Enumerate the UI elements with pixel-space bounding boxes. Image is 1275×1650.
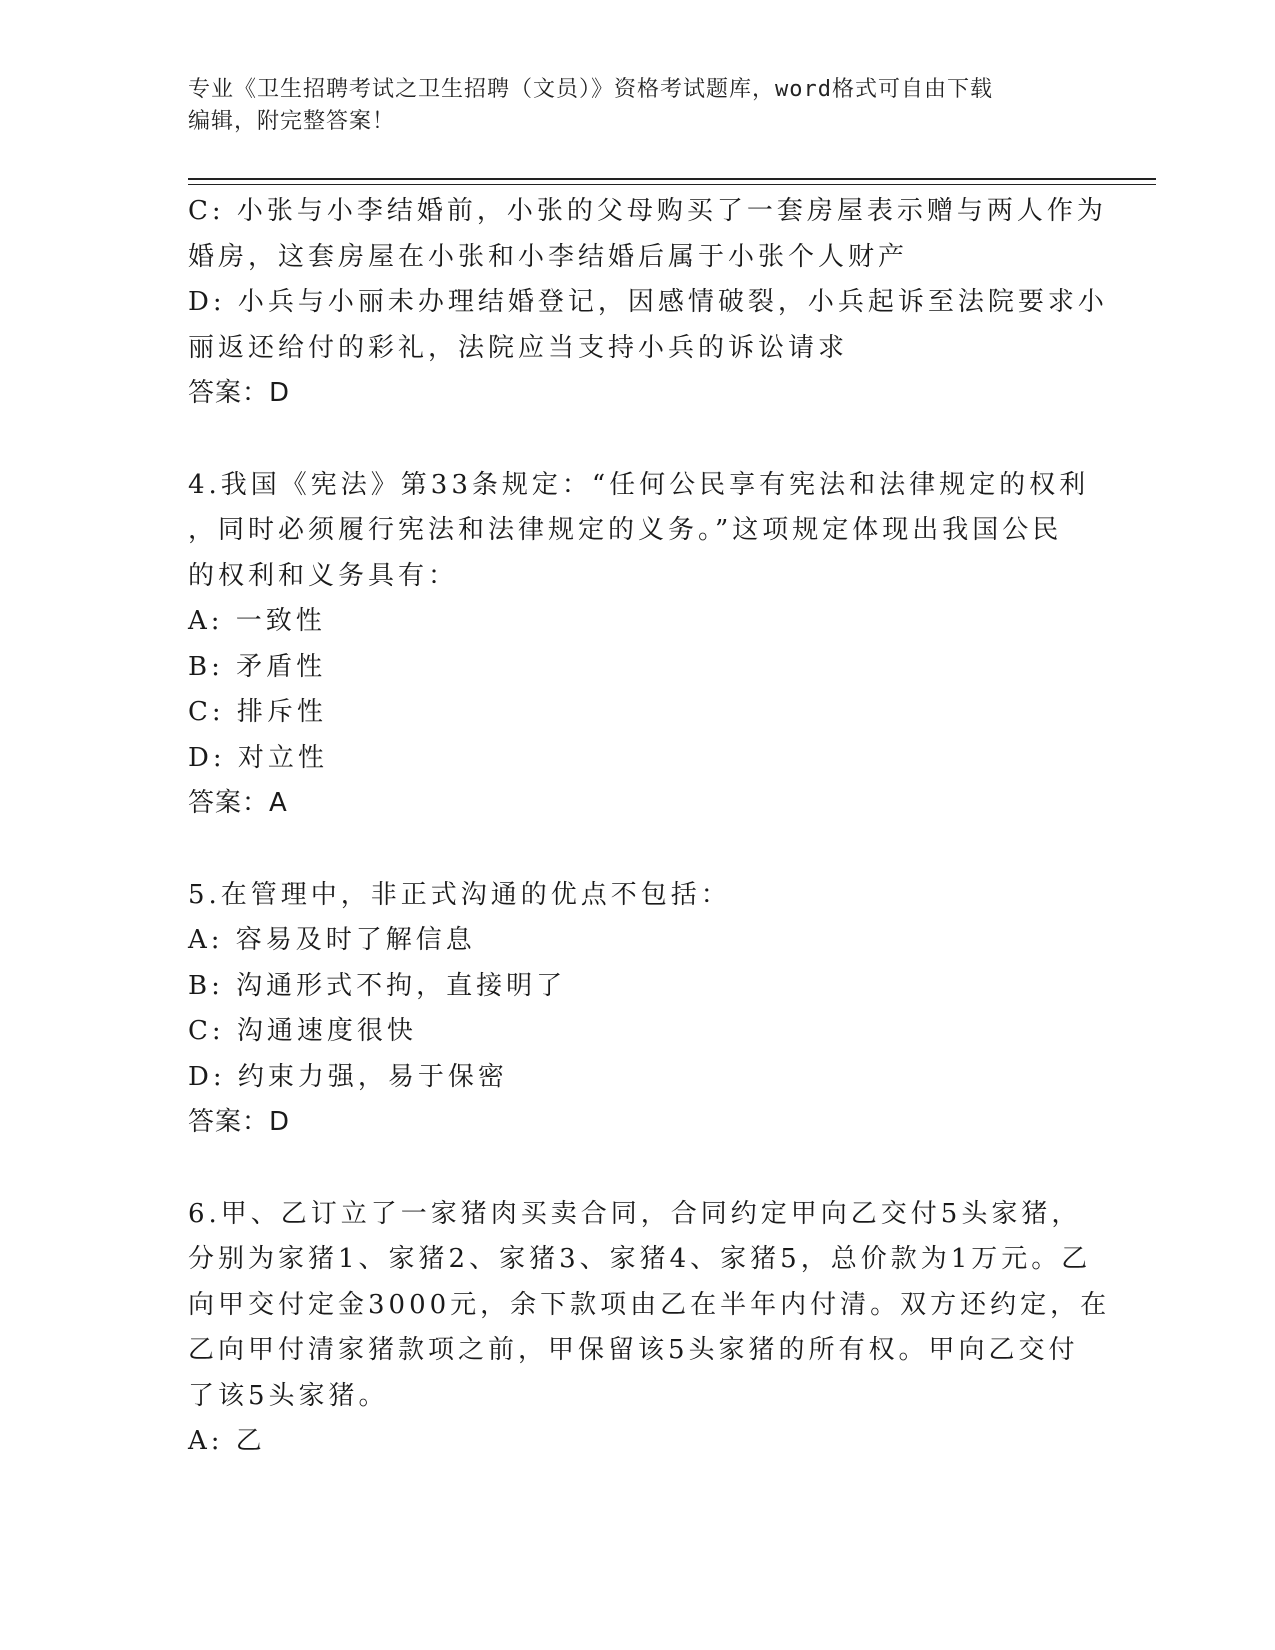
q4-answer: 答案：A	[188, 788, 288, 818]
q4-option-c: C: 排斥性	[188, 697, 327, 727]
q3-option-c-line-1: C: 小张与小李结婚前，小张的父母购买了一套房屋表示赠与两人作为	[188, 196, 1107, 226]
q6-stem-line-1: 6.甲、乙订立了一家猪肉买卖合同，合同约定甲向乙交付5头家猪，	[188, 1198, 1082, 1229]
spacer	[188, 827, 1088, 873]
header-rule-thin	[188, 184, 1156, 185]
q4-option-b: B: 矛盾性	[188, 651, 327, 682]
q5-option-d: D: 约束力强，易于保密	[188, 1061, 508, 1092]
q4-option-d: D: 对立性	[188, 742, 328, 773]
q3-option-c-line-2: 婚房，这套房屋在小张和小李结婚后属于小张个人财产	[188, 241, 909, 272]
question-3	[188, 189, 1108, 417]
spacer	[188, 1146, 1088, 1192]
q3-option-d-line-1: D: 小兵与小丽未办理结婚登记，因感情破裂，小兵起诉至法院要求小	[188, 287, 1108, 317]
q6-stem-line-5: 了该5头家猪。	[188, 1380, 389, 1411]
q5-option-b: B: 沟通形式不拘，直接明了	[188, 970, 567, 1001]
question-6	[188, 1192, 1111, 1465]
page-header	[188, 74, 1088, 138]
q5-option-a: A: 容易及时了解信息	[188, 925, 476, 955]
q6-option-a: A: 乙	[188, 1426, 266, 1456]
q3-option-d-line-2: 丽返还给付的彩礼，法院应当支持小兵的诉讼请求	[188, 332, 849, 363]
q5-answer: 答案：D	[188, 1107, 291, 1137]
question-5	[188, 873, 1088, 1146]
q5-stem: 5.在管理中，非正式沟通的优点不包括：	[188, 879, 731, 910]
q5-option-c: C: 沟通速度很快	[188, 1016, 417, 1046]
q4-stem-line-2: ，同时必须履行宪法和法律规定的义务。”这项规定体现出我国公民	[188, 515, 1063, 545]
spacer	[188, 417, 1088, 463]
q6-stem-line-4: 乙向甲付清家猪款项之前，甲保留该5头家猪的所有权。甲向乙交付	[188, 1335, 1079, 1365]
question-content	[188, 189, 1111, 1465]
header-line-1: 专业《卫生招聘考试之卫生招聘（文员）》资格考试题库，word格式可自由下载	[188, 77, 993, 102]
q3-answer: 答案：D	[188, 378, 291, 408]
header-rule-thick	[188, 178, 1156, 180]
q4-option-a: A: 一致性	[188, 606, 326, 636]
question-4	[188, 463, 1088, 827]
q6-stem-line-2: 分别为家猪1、家猪2、家猪3、家猪4、家猪5，总价款为1万元。乙	[188, 1244, 1092, 1274]
header-line-2: 编辑，附完整答案！	[188, 109, 396, 134]
q4-stem-line-3: 的权利和义务具有：	[188, 560, 459, 591]
q4-stem-line-1: 4.我国《宪法》第33条规定：“任何公民享有宪法和法律规定的权利	[188, 469, 1090, 500]
q6-stem-line-3: 向甲交付定金3000元，余下款项由乙在半年内付清。双方还约定，在	[188, 1289, 1111, 1320]
